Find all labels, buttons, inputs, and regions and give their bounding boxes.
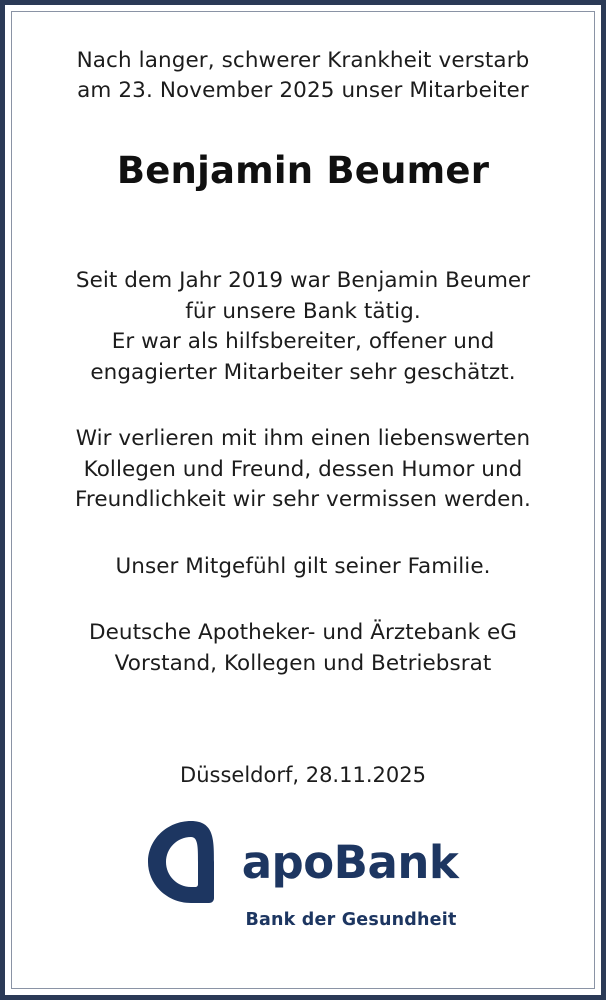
paragraph-1-line-1: Seit dem Jahr 2019 war Benjamin Beumer <box>75 268 531 294</box>
paragraph-2-line-3: Freundlichkeit wir sehr vermissen werden. <box>75 487 531 513</box>
place-and-date: Düsseldorf, 28.11.2025 <box>180 763 426 788</box>
paragraph-2-line-1: Wir verlieren mit ihm einen liebenswerten <box>75 426 531 452</box>
paragraph-condolence <box>115 552 490 583</box>
lead-line-2: am 23. November 2025 unser Mitarbeiter <box>77 77 529 103</box>
apobank-logo <box>148 821 459 930</box>
apobank-wordmark: apoBank <box>241 835 459 889</box>
lead-text <box>77 46 530 105</box>
paragraph-2-line-2: Kollegen und Freund, dessen Humor und <box>83 456 523 482</box>
deceased-name: Benjamin Beumer <box>116 149 490 193</box>
apobank-a-mark-icon <box>148 821 234 903</box>
paragraph-1-line-4: engagierter Mitarbeiter sehr geschätzt. <box>90 359 516 385</box>
paragraph-1-line-3: Er war als hilfsbereiter, offener und <box>111 329 495 355</box>
lead-line-1: Nach langer, schwerer Krankheit verstarb <box>76 48 530 73</box>
inner-frame <box>11 11 595 989</box>
signature <box>89 618 517 679</box>
signature-line-1: Deutsche Apotheker- und Ärztebank eG <box>89 620 517 646</box>
apobank-claim: Bank der Gesundheit <box>245 910 457 931</box>
paragraph-tenure <box>76 266 530 388</box>
paragraph-loss <box>75 424 531 516</box>
signature-line-2: Vorstand, Kollegen und Betriebsrat <box>114 650 492 676</box>
paragraph-1-line-2: für unsere Bank tätig. <box>185 298 421 324</box>
paragraph-3-line-1: Unser Mitgefühl gilt seiner Familie. <box>115 553 491 579</box>
logo-row <box>148 821 459 903</box>
